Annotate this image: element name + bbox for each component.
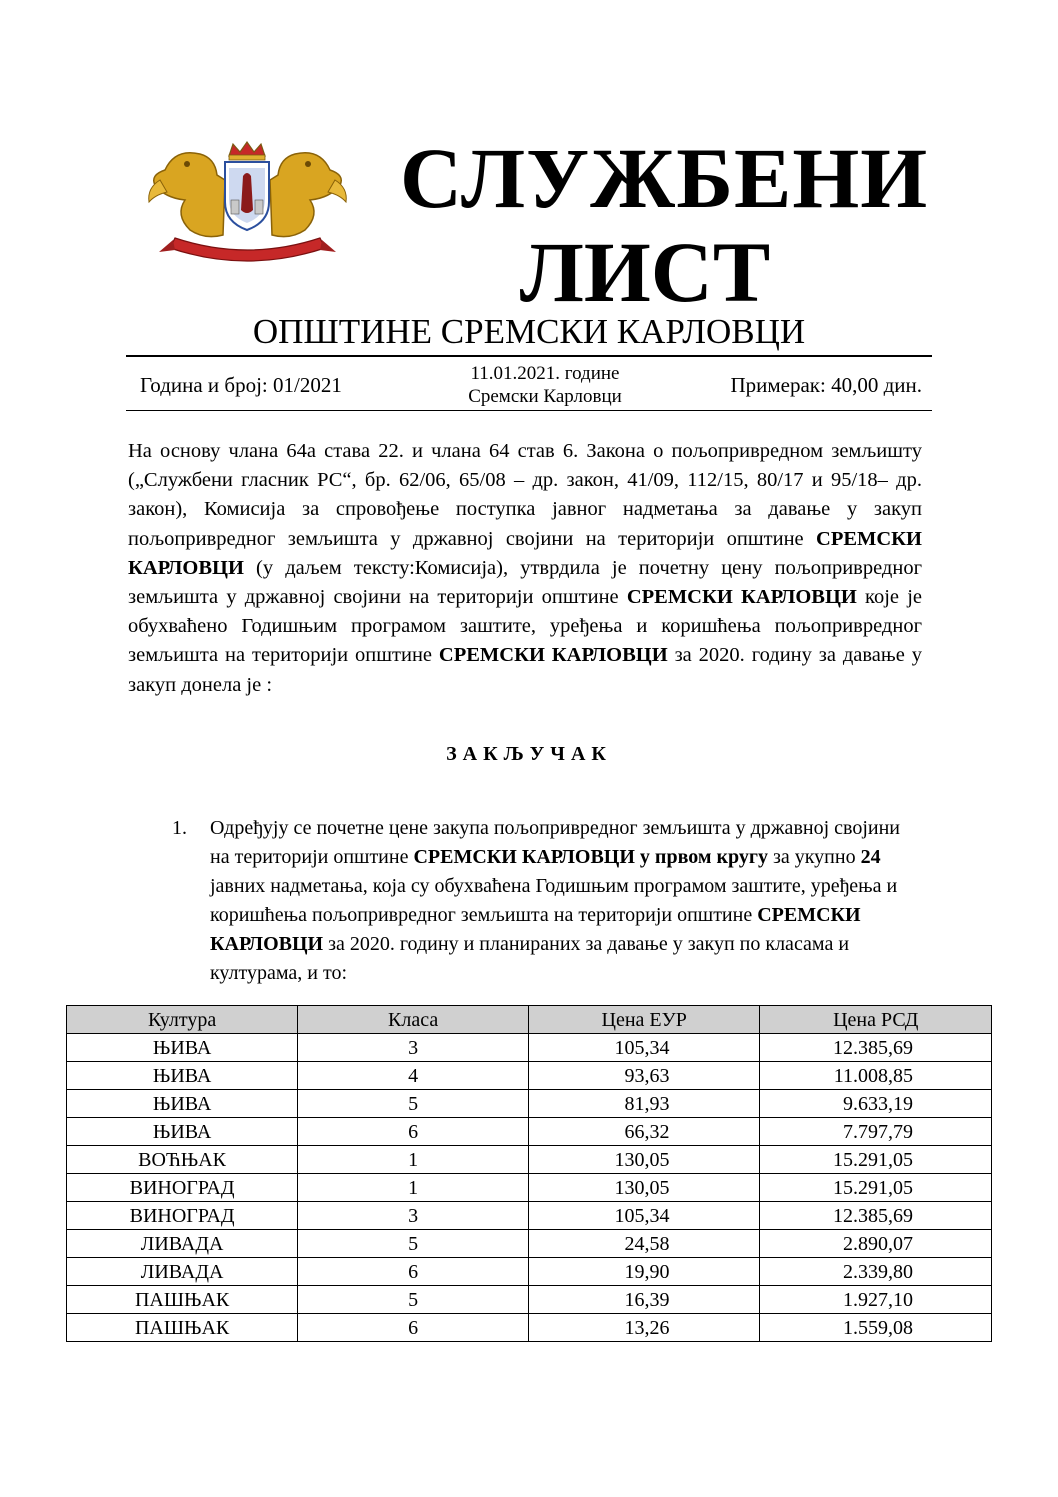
header-rule-top [126,355,932,357]
table-cell: ЊИВА [67,1062,298,1090]
header-rule-bottom [126,410,932,411]
table-row [67,1202,992,1230]
table-cell: 1.927,10 [760,1286,992,1314]
column-header: Цена ЕУР [529,1006,760,1034]
table-cell: 3 [298,1034,529,1062]
table-cell: 15.291,05 [760,1146,992,1174]
issue-price: Примерак: 40,00 дин. [730,373,922,397]
table-cell: ЊИВА [67,1090,298,1118]
table-cell: 4 [298,1062,529,1090]
coat-of-arms-logo [145,140,350,265]
table-cell: 6 [298,1314,529,1342]
intro-text-2: (у даљем тексту:Комисија), утврдила је почетну цену пољопривредног земљишта у државној својини на територији општине [128,556,922,609]
table-cell: ЛИВАДА [67,1230,298,1258]
table-cell: 5 [298,1230,529,1258]
table-row [67,1258,992,1286]
table-cell: 19,90 [529,1258,760,1286]
table-cell: 3 [298,1202,529,1230]
table-cell: ЛИВАДА [67,1258,298,1286]
table-cell: 2.339,80 [760,1258,992,1286]
item-text-2: за укупно [767,846,861,868]
table-cell: ВОЋЊАК [67,1146,298,1174]
table-cell: 1.559,08 [760,1314,992,1342]
section-heading: ЗАКЉУЧАК [446,743,612,765]
table-row [67,1062,992,1090]
masthead-subtitle: ОПШТИНЕ СРЕМСКИ КАРЛОВЦИ [252,312,806,351]
table-cell: ВИНОГРАД [67,1202,298,1230]
table-cell: 13,26 [529,1314,760,1342]
table-cell: 16,39 [529,1286,760,1314]
masthead-title-line2: ЛИСТ [519,224,771,320]
intro-municipality-2: СРЕМСКИ КАРЛОВЦИ [626,586,857,609]
table-cell: 11.008,85 [760,1062,992,1090]
table-cell: 7.797,79 [760,1118,992,1146]
item-bold-1: СРЕМСКИ КАРЛОВЦИ у првом кругу [413,846,768,868]
table-cell: 1 [298,1174,529,1202]
intro-text-4: за 2020. годину за давање у закуп донела је : [128,644,922,696]
item-bold-3: СРЕМСКИ КАРЛОВЦИ [210,904,861,955]
item-text-4: за 2020. годину и планираних за давање у закуп по класама и културама, и то: [210,933,850,984]
issue-date-place [420,362,670,408]
column-header: Цена РСД [760,1006,992,1034]
table-header-row [67,1006,992,1034]
table-row [67,1314,992,1342]
table-row [67,1146,992,1174]
table-cell: 1 [298,1146,529,1174]
item-number: 1. [172,817,187,839]
table-cell: 5 [298,1286,529,1314]
table-cell: ПАШЊАК [67,1286,298,1314]
intro-text-3: које је обухваћено Годишњим програмом заштите, уређења и коришћења пољопривредног земљишта на територији општине [128,586,922,667]
item-text-3: јавних надметања, која су обухваћена Годишњим програмом заштите, уређења и коришћења пољопривредног земљишта на територији општине [210,875,898,926]
intro-paragraph [128,437,922,700]
table-cell: 105,34 [529,1202,760,1230]
table-cell: 130,05 [529,1146,760,1174]
table-cell: ПАШЊАК [67,1314,298,1342]
table-cell: ВИНОГРАД [67,1174,298,1202]
table-cell: 12.385,69 [760,1034,992,1062]
masthead-title-line1: СЛУЖБЕНИ [400,130,929,226]
column-header: Класа [298,1006,529,1034]
table-cell: 5 [298,1090,529,1118]
table-cell: 6 [298,1118,529,1146]
table-cell: ЊИВА [67,1118,298,1146]
intro-text-1: На основу члана 64а става 22. и члана 64 став 6. Закона о пољопривредном земљишту („Службени гласник РС“, бр. 62/06, 65/08 – др. закон, 41/09, 112/15, 80/17 и 95/18– др. закон), Комисија за спровођење поступка јавног надметања за давање у закуп пољопривредног земљишта у државној својини на територији општине [128,440,922,550]
table-cell: 12.385,69 [760,1202,992,1230]
table-cell: 2.890,07 [760,1230,992,1258]
item-bold-2: 24 [860,846,881,868]
table-cell: 24,58 [529,1230,760,1258]
table-cell: 81,93 [529,1090,760,1118]
issue-place: Сремски Карловци [468,386,622,407]
table-row [67,1286,992,1314]
table-cell: 105,34 [529,1034,760,1062]
table-row [67,1118,992,1146]
table-cell: 130,05 [529,1174,760,1202]
table-cell: 9.633,19 [760,1090,992,1118]
table-cell: 15.291,05 [760,1174,992,1202]
issue-date: 11.01.2021. године [470,363,620,384]
intro-municipality-1: СРЕМСКИ КАРЛОВЦИ [128,527,922,579]
item-text [210,814,910,988]
price-table [66,1005,992,1342]
table-row [67,1090,992,1118]
table-cell: 93,63 [529,1062,760,1090]
table-cell: ЊИВА [67,1034,298,1062]
table-row [67,1174,992,1202]
table-row [67,1034,992,1062]
table-cell: 66,32 [529,1118,760,1146]
item-text-1: Одређују се почетне цене закупа пољопривредног земљишта у државној својини на територији општине [210,817,900,868]
table-cell: 6 [298,1258,529,1286]
intro-municipality-3: СРЕМСКИ КАРЛОВЦИ [438,644,668,667]
issue-number: Година и број: 01/2021 [140,373,342,397]
table-row [67,1230,992,1258]
column-header: Култура [67,1006,298,1034]
